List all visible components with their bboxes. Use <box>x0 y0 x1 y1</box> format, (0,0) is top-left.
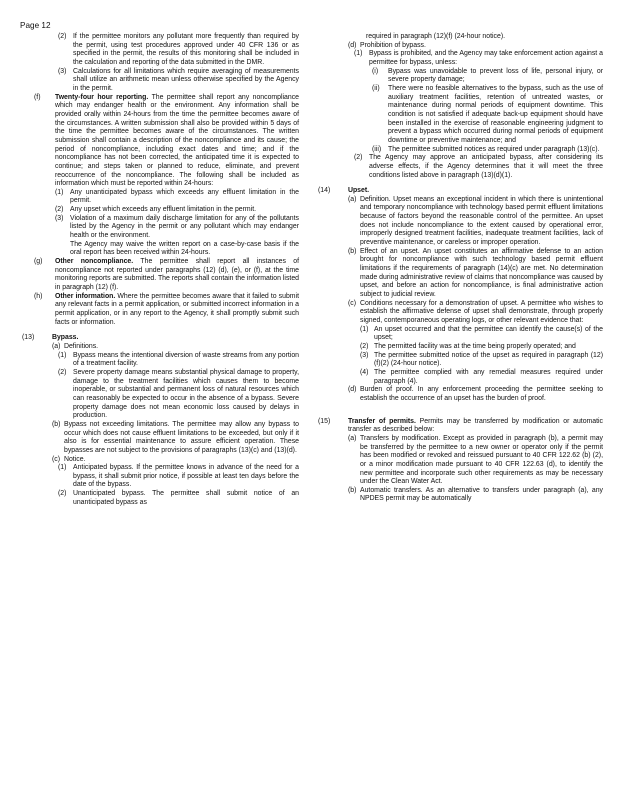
section-13c: (c) Notice. <box>52 455 86 463</box>
section-14b: (b) Effect of an upset. An upset constitutes an affirmative defense to an action brought for noncompliance with such technology based permit effluent limitations if the requirements of paragraph (14)(c) are met. No determination made during administrative review of claims that noncompliance was caused by upset, and before an action for noncompliance, is final administrative action subject to judicial review. <box>348 247 603 299</box>
list-item: (2) Any upset which exceeds any effluent limitation in the permit. <box>55 206 257 214</box>
section-13a: (a) Definitions. <box>52 342 99 350</box>
list-item: (1) Any unanticipated bypass which exceeds any effluent limitation in the permit. <box>55 188 299 205</box>
list-item: (4) The permittee complied with any remedial measures required under paragraph (4). <box>360 368 603 385</box>
list-item: (1) An upset occurred and that the permittee can identify the cause(s) of the upset; <box>360 325 603 342</box>
list-item: (2) Severe property damage means substantial physical damage to property, damage to the treatment facilities which causes them to become inoperable, or substantial and permanent loss of natural resources which can reasonably be expected to occur in the absence of a bypass. Severe property damage does not mean economic loss caused by delays in production. <box>58 368 299 420</box>
section-13b: (b) Bypass not exceeding limitations. The permittee may allow any bypass to occur which does not cause effluent limitations to be exceeded, but only if it also is for essential maintenance to assure efficient operation. These bypasses are not subject to the provisions of paragraphs (13)(c) and (13)(d). <box>52 420 299 454</box>
section-14d: (d) Burden of proof. In any enforcement proceeding the permittee seeking to establish the occurrence of an upset has the burden of proof. <box>348 386 603 402</box>
section-15-transfer-of-permits: (15) Transfer of permits. Permits may be transferred by modification or automatic transfer as described below: <box>318 417 603 434</box>
list-item: (i) Bypass was unavoidable to prevent loss of life, personal injury, or severe property damage; <box>372 67 603 84</box>
section-13d-2: (2) The Agency may approve an anticipated bypass, after considering its adverse effects, if the Agency determines that it will meet the three conditions listed above in paragraph (13)(d)(1). <box>354 154 603 179</box>
list-item: (3) The permittee submitted notice of the upset as required in paragraph (12)(f)(2) (24-hour notice). <box>360 351 603 368</box>
list-item: (1) Anticipated bypass. If the permittee knows in advance of the need for a bypass, it shall submit prior notice, if possible at least ten days before the date of the bypass. <box>58 464 299 489</box>
section-12f-twenty-four-hour-reporting: (f) Twenty-four hour reporting. The permittee shall report any noncompliance which may endanger health or the environment. Any information shall be provided orally within 24-hours from the time the permittee becomes aware of the circumstances. A written submission shall also be provided within 5 days of the time the permittee becomes aware of the circumstances. The written submission shall contain a description of the noncompliance and its cause; the period of noncompliance, including exact dates and time; and if the noncompliance has not been corrected, the anticipated time it is expected to continue; and steps taken or planned to reduce, eliminate, and prevent reoccurrence of the noncompliance. The following shall be included as information which must be reported within 24-hours: <box>34 93 299 188</box>
section-12h-other-information: (h) Other information. Where the permittee becomes aware that it failed to submit any relevant facts in a permit application, or submitted incorrect information in a permit application, or in any report to the Agency, it shall promptly submit such facts or information. <box>34 292 299 326</box>
waiver-note: The Agency may waive the written report on a case-by-case basis if the oral report has been received within 24-hours. <box>70 240 299 257</box>
section-15a: (a) Transfers by modification. Except as provided in paragraph (b), a permit may be transferred by the permittee to a new owner or operator only if the permit has been modified or revoked and reissued pursuant to 40 CFR 122.62 (b) (2), or a minor modification made pursuant to 40 CFR 122.63 (d), to identify the new permittee and incorporate such other requirements as may be necessary under the Clean Water Act. <box>348 434 603 486</box>
list-item: (iii) The permittee submitted notices as required under paragraph (13)(c). <box>372 145 600 153</box>
section-15b: (b) Automatic transfers. As an alternative to transfers under paragraph (a), any NPDES permit may be automatically <box>348 486 603 503</box>
continued-text: required in paragraph (12)(f) (24-hour notice). <box>366 33 506 40</box>
section-12g-other-noncompliance: (g) Other noncompliance. The permittee shall report all instances of noncompliance not reported under paragraphs (12) (d), (e), or (f), at the time monitoring reports are submitted. The reports shall contain the information listed in paragraph (12) (f). <box>34 258 300 292</box>
section-13d-1: (1) Bypass is prohibited, and the Agency may take enforcement action against a permittee for bypass, unless: <box>354 50 603 66</box>
section-14a: (a) Definition. Upset means an exceptional incident in which there is unintentional and temporary noncompliance with technology based permit effluent limitations because of factors beyond the reasonable control of the permittee. An upset does not include noncompliance to the extent caused by operational error, improperly designed treatment facilities, inadequate treatment facilities, lack of preventive maintenance, or careless or improper operation. <box>348 195 603 247</box>
monitoring-item-2: (2) If the permittee monitors any pollutant more frequently than required by the permit, using test procedures approved under 40 CFR 136 or as specified in the permit, the results of this monitoring shall be included in the calculation and reporting of the data submitted in the DMR. <box>58 33 299 66</box>
list-item: (3) Violation of a maximum daily discharge limitation for any of the pollutants listed by the Agency in the permit or any pollutant which may endanger health or the environment. <box>55 214 299 240</box>
page-number: Page 12 <box>20 21 51 30</box>
right-column <box>318 33 603 504</box>
section-14c: (c) Conditions necessary for a demonstration of upset. A permittee who wishes to establish the affirmative defense of upset shall demonstrate, through properly signed, contemporaneous operating logs, or other relevant evidence that: <box>348 299 603 324</box>
section-13d: (d) Prohibition of bypass. <box>348 41 426 49</box>
list-item: (2) The permitted facility was at the time being properly operated; and <box>360 342 576 350</box>
section-13-bypass-heading: (13) Bypass. <box>22 334 79 342</box>
monitoring-item-3: (3) Calculations for all limitations which require averaging of measurements shall utilize an arithmetic mean unless otherwise specified by the Agency in the permit. <box>58 67 299 92</box>
left-column <box>22 33 299 507</box>
section-14-upset-heading: (14) Upset. <box>318 187 370 195</box>
list-item: (ii) There were no feasible alternatives to the bypass, such as the use of auxiliary treatment facilities, retention of untreated wastes, or maintenance during normal periods of equipment downtime. This condition is not satisfied if adequate back-up equipment should have been installed in the exercise of reasonable engineering judgment to prevent a bypass which occurred during normal periods of equipment downtime or preventive maintenance; and <box>372 84 603 144</box>
list-item: (2) Unanticipated bypass. The permittee shall submit notice of an unanticipated bypass as <box>58 490 299 506</box>
list-item: (1) Bypass means the intentional diversion of waste streams from any portion of a treatment facility. <box>58 351 299 368</box>
